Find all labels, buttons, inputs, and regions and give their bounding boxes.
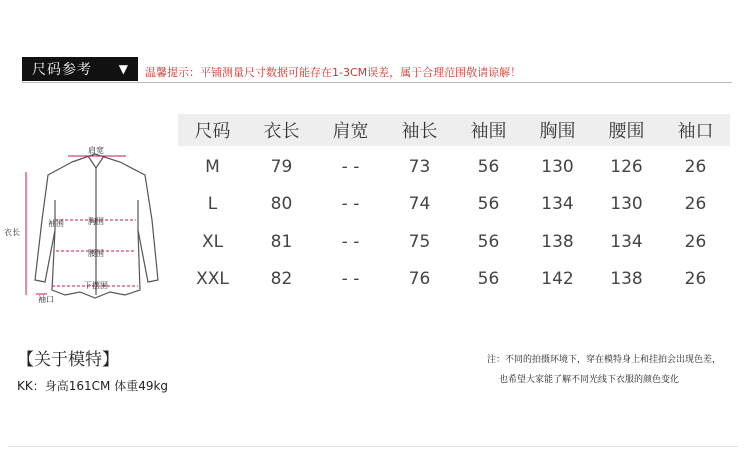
table-cell: 138 — [610, 269, 643, 290]
table-row — [178, 146, 730, 186]
table-cell: - - — [341, 269, 360, 290]
table-cell: 126 — [610, 156, 643, 177]
label-shoulder: 肩宽 — [88, 146, 104, 155]
table-cell: 74 — [408, 194, 431, 215]
header-waist: 腰围 — [592, 114, 661, 146]
divider — [22, 82, 732, 83]
color-note-line-1: 注：不同的拍摄环境下，穿在模特身上和挂拍会出现色差， — [487, 355, 722, 365]
table-cell: 56 — [477, 194, 500, 215]
header-sleeve-girth: 袖围 — [454, 114, 523, 146]
table-cell: 82 — [270, 269, 293, 290]
label-chest: 胸围 — [88, 217, 104, 226]
table-row — [178, 223, 730, 261]
table-cell: - - — [341, 156, 360, 177]
table-cell: 26 — [684, 231, 707, 252]
table-cell: M — [205, 156, 220, 177]
table-header-row — [178, 114, 730, 146]
size-table — [178, 114, 730, 298]
header-sleeve-length: 袖长 — [385, 114, 454, 146]
header-size: 尺码 — [178, 114, 247, 146]
shirt-measurement-icon — [0, 140, 175, 310]
table-cell: - - — [341, 231, 360, 252]
table-cell: 130 — [610, 194, 643, 215]
table-cell: - - — [341, 194, 360, 215]
table-cell: 26 — [684, 269, 707, 290]
table-cell: 56 — [477, 156, 500, 177]
table-cell: 26 — [684, 156, 707, 177]
label-sleeve-girth: 袖围 — [48, 219, 64, 228]
table-cell: 26 — [684, 194, 707, 215]
table-cell: 79 — [270, 156, 293, 177]
header-length: 衣长 — [247, 114, 316, 146]
table-cell: 138 — [541, 231, 574, 252]
table-cell: 134 — [610, 231, 643, 252]
table-cell: 80 — [270, 194, 293, 215]
table-cell: 56 — [477, 269, 500, 290]
label-cuff: 袖口 — [38, 295, 54, 304]
divider — [8, 446, 738, 447]
label-length: 衣长 — [4, 228, 20, 237]
header-cuff: 袖口 — [661, 114, 730, 146]
table-cell: 134 — [541, 194, 574, 215]
model-info: KK：身高161CM 体重49kg — [17, 379, 169, 393]
measurement-tip: 温馨提示：平铺测量尺寸数据可能存在1-3CM误差，属于合理范围敬请谅解！ — [145, 66, 522, 79]
table-cell: 56 — [477, 231, 500, 252]
table-cell: 76 — [408, 269, 431, 290]
header-title: 尺码参考 — [32, 62, 92, 78]
table-cell: 73 — [408, 156, 431, 177]
model-section-title: 【关于模特】 — [17, 350, 119, 370]
table-cell: XL — [201, 231, 224, 252]
header-shoulder: 肩宽 — [316, 114, 385, 146]
table-cell: 81 — [270, 231, 293, 252]
table-cell: L — [207, 194, 218, 215]
label-hem: 下摆围 — [84, 281, 108, 290]
table-row — [178, 186, 730, 224]
table-cell: XXL — [196, 269, 229, 290]
table-cell: 142 — [541, 269, 574, 290]
label-waist: 腰围 — [88, 249, 104, 258]
color-note-line-2: 也希望大家能了解不同光线下衣服的颜色变化 — [499, 375, 680, 385]
size-reference-header — [22, 57, 138, 81]
table-cell: 75 — [408, 231, 431, 252]
table-cell: 130 — [541, 156, 574, 177]
table-row — [178, 261, 730, 299]
header-chest: 胸围 — [523, 114, 592, 146]
caret-down-icon: ▼ — [118, 62, 128, 76]
